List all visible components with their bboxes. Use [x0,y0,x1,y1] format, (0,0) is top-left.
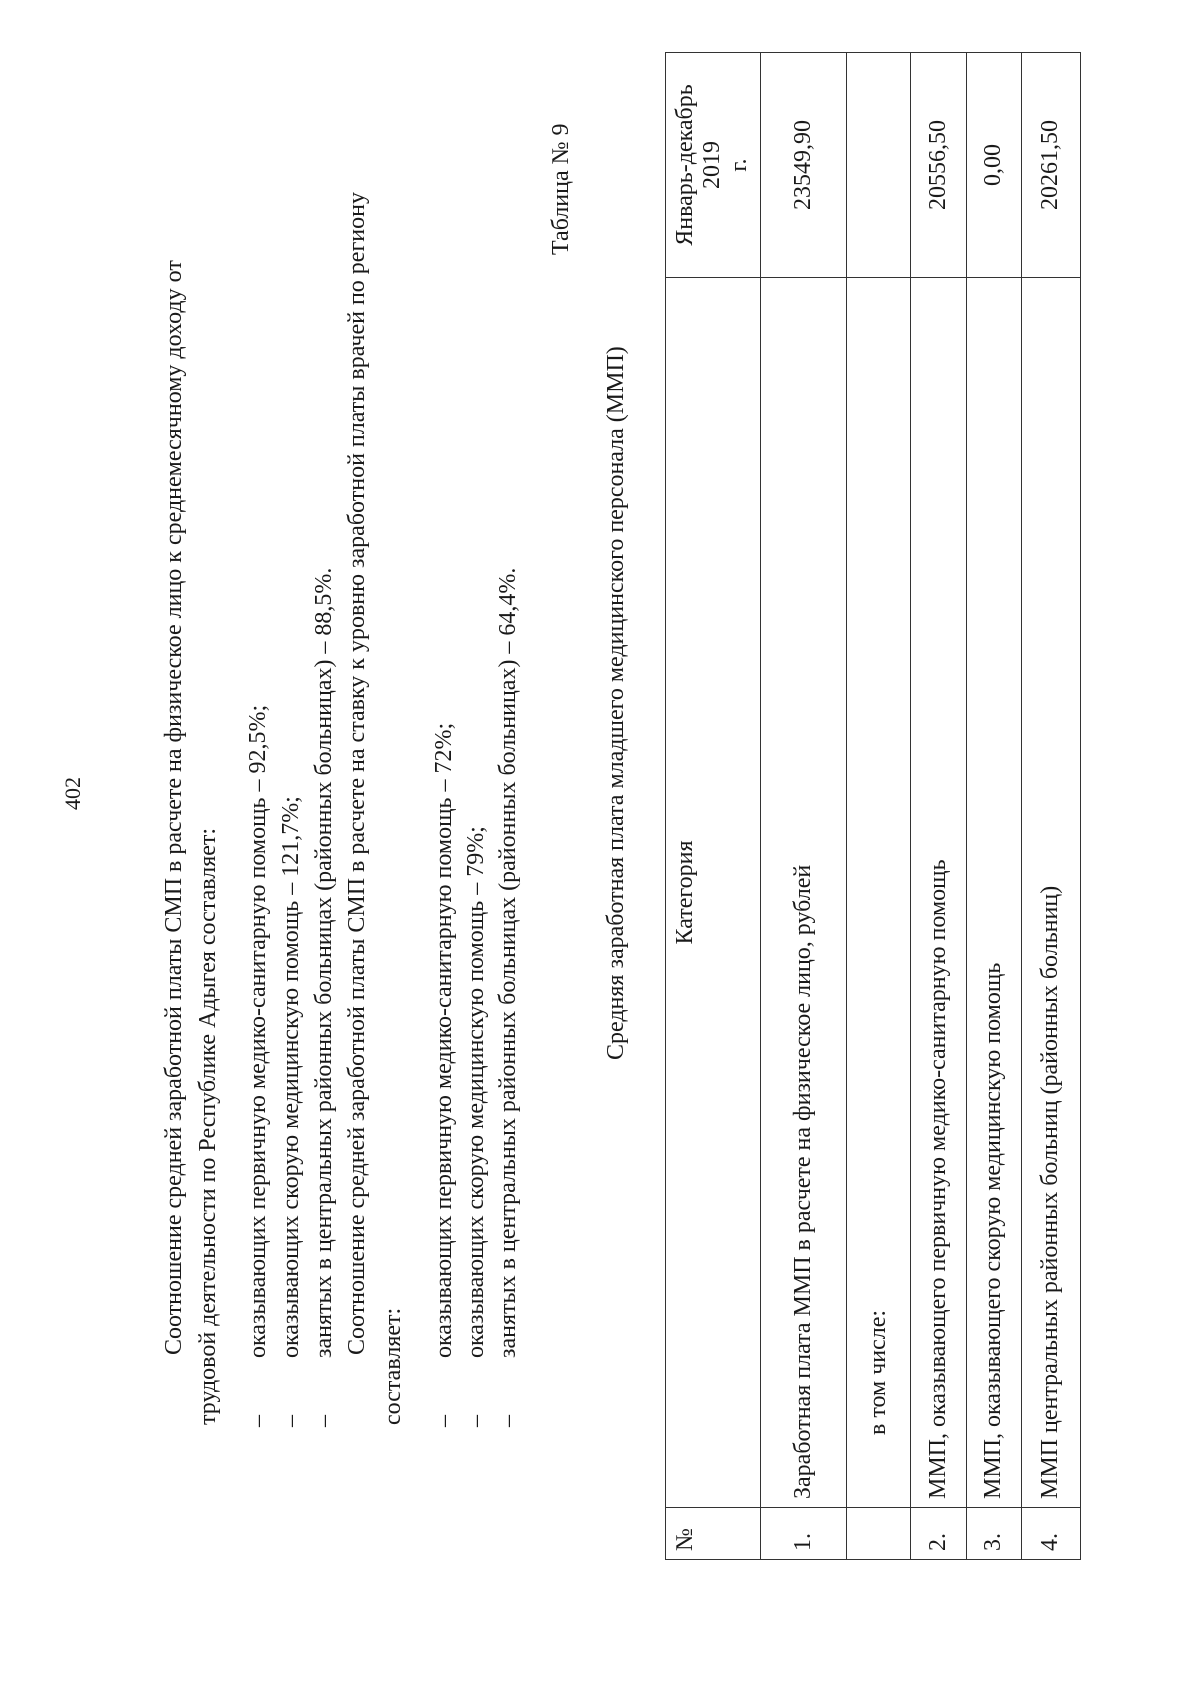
table-row [760,53,846,1560]
page-number: 402 [60,777,85,810]
row-value: 23549,90 [760,53,846,278]
list-dash: – [278,1415,304,1427]
list2-item3: занятых в центральных районных больницах (районных больницах) – 64,4%. [495,567,521,1358]
table-header-row [666,53,761,1560]
list1-item1: оказывающих первичную медико-санитарную помощь – 92,5%; [245,704,271,1358]
row-num: 2. [911,1508,967,1560]
row-value: 20556,50 [911,53,967,278]
list-dash: – [495,1415,521,1427]
row-num: 3. [967,1508,1022,1560]
paragraph2-line1: Соотношение средней заработной платы СМП в расчете на ставку к уровню заработной платы врачей по региону [344,192,370,1355]
list-dash: – [431,1415,457,1427]
list1-item2: оказывающих скорую медицинскую помощь – 121,7%; [278,796,304,1358]
row-category: ММП, оказывающего первичную медико-санитарную помощь [911,278,967,1508]
row-category: в том числе: [846,278,911,1508]
table-label: Таблица № 9 [548,123,574,255]
header-category: Категория [666,278,761,1508]
row-num [846,1508,911,1560]
list-dash: – [245,1415,271,1427]
row-category: ММП, оказывающего скорую медицинскую помощь [967,278,1022,1508]
paragraph1-line1: Соотношение средней заработной платы СМП в расчете на физическое лицо к среднемесячному доходу от [161,260,187,1355]
list2-item2: оказывающих скорую медицинскую помощь – 79%; [463,826,489,1358]
header-num: № [666,1508,761,1560]
list2-item1: оказывающих первичную медико-санитарную помощь – 72%; [431,722,457,1358]
list-dash: – [463,1415,489,1427]
header-period [666,53,761,278]
table-row [1021,53,1080,1560]
paragraph1-line2: трудовой деятельности по Республике Адыгея составляет: [195,827,221,1425]
table-row [846,53,911,1560]
table-row [967,53,1022,1560]
row-value: 20261,50 [1021,53,1080,278]
row-num: 4. [1021,1508,1080,1560]
table-title: Средняя заработная плата младшего медицинского персонала (ММП) [603,346,629,1060]
list1-item3: занятых в центральных районных больницах (районных больницах) – 88,5%. [311,567,337,1358]
row-num: 1. [760,1508,846,1560]
header-period-line2: г. [726,158,752,172]
row-category: Заработная плата ММП в расчете на физическое лицо, рублей [760,278,846,1508]
row-value [846,53,911,278]
row-category: ММП центральных районных больниц (районных больниц) [1021,278,1080,1508]
paragraph2-line2: составляет: [380,1307,406,1425]
header-period-line1: Январь-декабрь 2019 [672,84,725,246]
list-dash: – [311,1415,337,1427]
table-row [911,53,967,1560]
salary-table [665,52,1081,1560]
row-value: 0,00 [967,53,1022,278]
